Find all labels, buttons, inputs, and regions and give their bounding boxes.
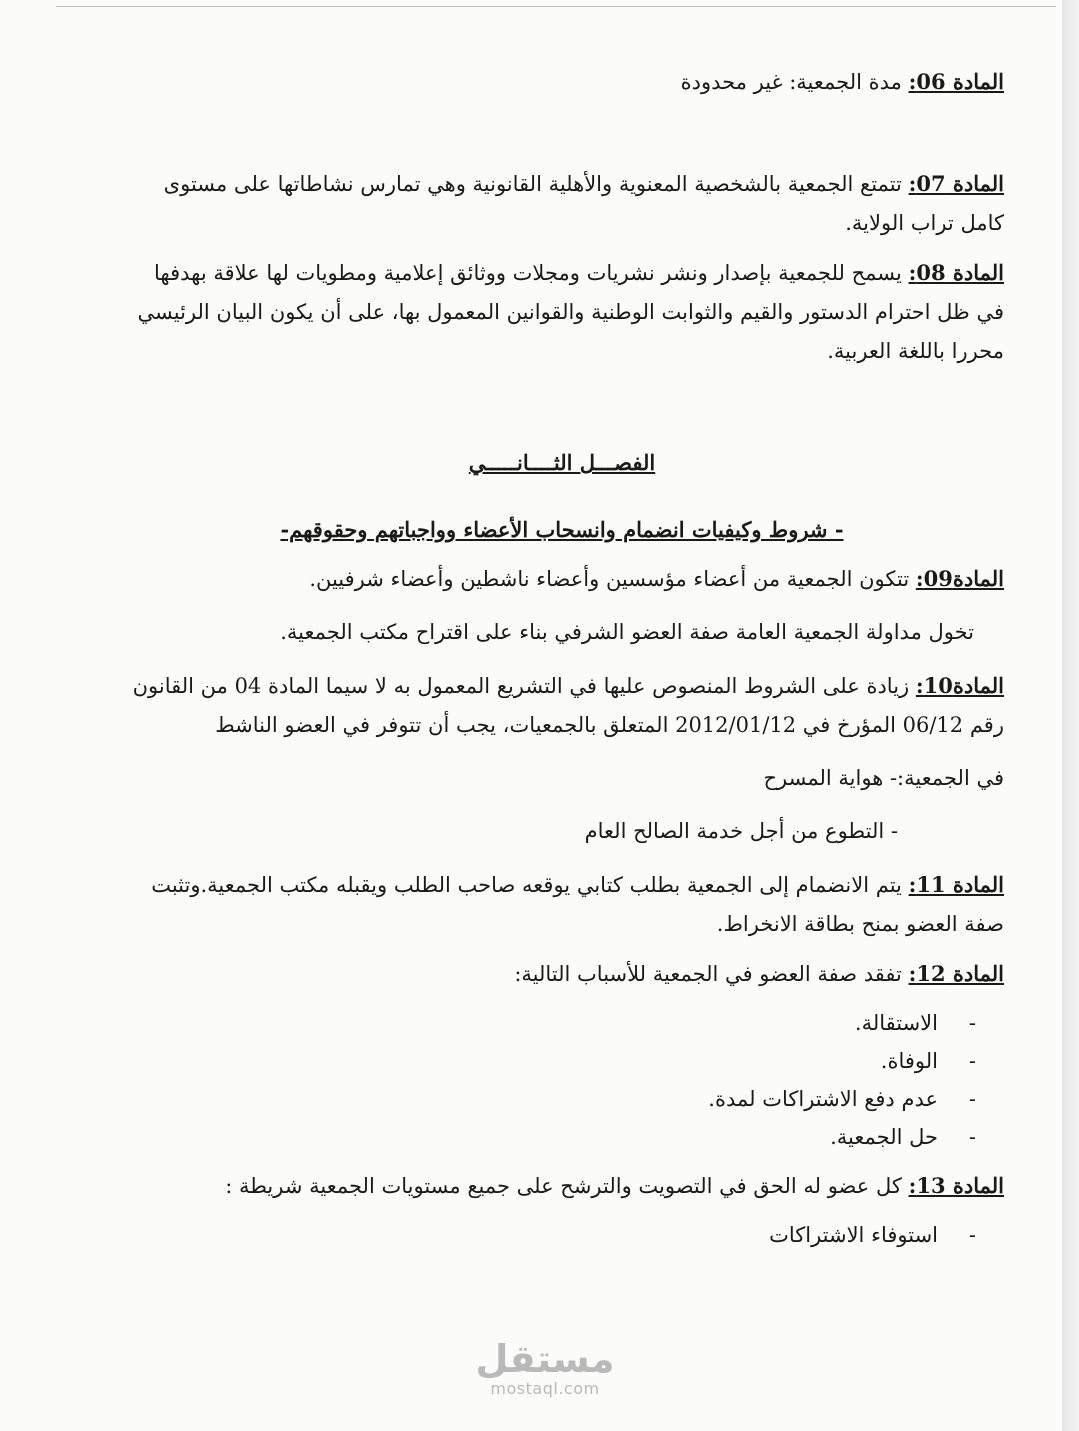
watermark-logo — [470, 1338, 620, 1398]
article-09-note: تخول مداولة الجمعية العامة صفة العضو الشرفي بناء على اقتراح مكتب الجمعية. — [280, 620, 974, 644]
article-label: المادة 08: — [908, 260, 1004, 285]
article-13-list — [120, 1216, 1004, 1254]
article-text: مدة الجمعية: غير محدودة — [680, 70, 909, 94]
article-12-list — [120, 1004, 1004, 1156]
document-body — [120, 62, 1004, 1254]
article-text: تتكون الجمعية من أعضاء مؤسسين وأعضاء ناشطين وأعضاء شرفيين. — [309, 567, 916, 591]
article-text: زيادة على الشروط المنصوص عليها في التشريع المعمول به لا سيما المادة 04 من القانون رقم 06/12 المؤرخ في 2012/01/12 المتعلق بالجمعيات، يجب أن تتوفر في العضو الناشط — [132, 674, 1004, 737]
list-item — [120, 1216, 976, 1254]
list-item — [120, 1042, 976, 1080]
list-dash: - — [968, 1011, 976, 1035]
list-dash: - — [968, 1223, 976, 1247]
article-10-line2: - التطوع من أجل خدمة الصالح العام — [584, 819, 898, 843]
article-label: المادة09: — [915, 566, 1004, 591]
list-dash: - — [968, 1049, 976, 1073]
article-09 — [120, 559, 1004, 599]
article-06 — [120, 62, 1004, 102]
article-text: كل عضو له الحق في التصويت والترشح على جميع مستويات الجمعية شريطة : — [225, 1174, 909, 1198]
list-item — [120, 1004, 976, 1042]
top-rule — [56, 6, 1056, 7]
article-text: تفقد صفة العضو في الجمعية للأسباب التالية: — [514, 962, 909, 986]
list-dash: - — [968, 1087, 976, 1111]
article-10 — [120, 666, 1004, 745]
chapter-title: الفصـــل الثــــانـــــي — [468, 450, 656, 475]
article-label: المادة 12: — [908, 961, 1004, 986]
article-label: المادة 06: — [908, 69, 1004, 94]
list-item-text: عدم دفع الاشتراكات لمدة. — [708, 1087, 938, 1111]
page-edge — [1062, 0, 1079, 1431]
list-dash: - — [968, 1125, 976, 1149]
article-08 — [120, 253, 1004, 371]
article-text: تتمتع الجمعية بالشخصية المعنوية والأهلية القانونية وهي تمارس نشاطاتها على مستوى كامل تراب الولاية. — [163, 172, 1004, 235]
list-item — [120, 1118, 976, 1156]
article-label: المادة 13: — [908, 1173, 1004, 1198]
watermark-arabic: مستقل — [475, 1337, 615, 1381]
article-label: المادة10: — [915, 673, 1004, 698]
article-label: المادة 07: — [908, 171, 1004, 196]
article-11 — [120, 865, 1004, 944]
chapter-subtitle: - شروط وكيفيات انضمام وانسحاب الأعضاء وواجباتهم وحقوقهم- — [280, 517, 844, 542]
list-item-text: الوفاة. — [880, 1049, 938, 1073]
article-10-line: في الجمعية:- هواية المسرح — [763, 766, 1004, 790]
list-item-text: الاستقالة. — [854, 1011, 938, 1035]
article-13 — [120, 1166, 1004, 1206]
article-12 — [120, 954, 1004, 994]
article-text: يسمح للجمعية بإصدار ونشر نشريات ومجلات ووثائق إعلامية ومطويات لها علاقة بهدفها في ظل احترام الدستور والقيم والثوابت الوطنية والقوانين المعمول بها، على أن يكون البيان الرئيسي محررا باللغة العربية. — [137, 261, 1004, 363]
list-item-text: حل الجمعية. — [830, 1125, 938, 1149]
list-item-text: استوفاء الاشتراكات — [769, 1223, 938, 1247]
article-07 — [120, 164, 1004, 243]
watermark-latin: mostaql.com — [490, 1379, 600, 1398]
article-label: المادة 11: — [908, 872, 1004, 897]
article-text: يتم الانضمام إلى الجمعية بطلب كتابي يوقعه صاحب الطلب ويقبله مكتب الجمعية.وتثبت صفة العضو بمنح بطاقة الانخراط. — [151, 873, 1004, 936]
list-item — [120, 1080, 976, 1118]
